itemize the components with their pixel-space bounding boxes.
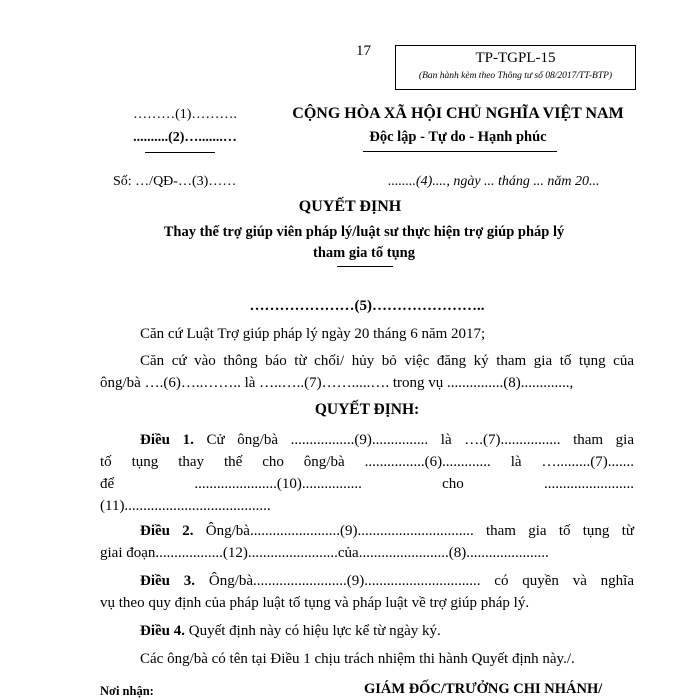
document-subtitle-line1: Thay thế trợ giúp viên pháp lý/luật sư thực hiện trợ giúp pháp lý (163, 224, 565, 240)
motto-underline (363, 151, 557, 152)
article-1 (100, 429, 634, 517)
form-code: TP-TGPL-15 (475, 50, 556, 66)
form-code-box (395, 45, 636, 90)
agency-name-line1: ………(1)………. (133, 107, 237, 122)
article-1-text: Cử ông/bà .................(9)............... là ….(7)................ tham gia (193, 432, 635, 448)
legal-basis-1-text: Căn cứ Luật Trợ giúp pháp lý ngày 20 tháng 6 năm 2017; (140, 326, 486, 342)
article-2 (100, 520, 634, 564)
article-1-line2: tố tụng thay thế cho ông/bà ................(6)............. là ….........(7)....... (100, 454, 634, 470)
legal-basis-2 (100, 350, 634, 394)
closing-statement (100, 648, 634, 670)
article-1-line3: để ......................(10)................ cho ........................ (100, 476, 634, 492)
article-3-text: Ông/bà.........................(9)............................... có quyền và nghĩa (195, 573, 635, 589)
decision-heading: QUYẾT ĐỊNH: (314, 401, 420, 418)
place-and-date: ........(4)...., ngày ... tháng ... năm 20... (388, 174, 600, 189)
signer-title: GIÁM ĐỐC/TRƯỞNG CHI NHÁNH/ (364, 681, 603, 697)
article-4-label: Điều 4. (140, 623, 185, 639)
issuing-authority: …………………(5)………………….. (249, 298, 485, 314)
article-1-label: Điều 1. (140, 432, 194, 448)
article-3 (100, 570, 634, 614)
agency-underline (145, 152, 215, 153)
article-2-label: Điều 2. (140, 523, 194, 539)
legal-basis-2-line1: Căn cứ vào thông báo từ chối/ hủy bỏ việc đăng ký tham gia tố tụng của (140, 353, 634, 369)
article-2-text: Ông/bà........................(9)............................... tham gia tố tụng từ (193, 523, 634, 539)
article-3-line1 (100, 570, 634, 592)
article-4-text: Quyết định này có hiệu lực kể từ ngày ký. (185, 623, 441, 639)
closing-text: Các ông/bà có tên tại Điều 1 chịu trách nhiệm thi hành Quyết định này./. (140, 651, 575, 667)
document-subtitle-line2: tham gia tố tụng (313, 245, 415, 261)
agency-name-line2: ..........(2)….......… (133, 130, 237, 145)
article-3-label: Điều 3. (140, 573, 196, 589)
article-4 (100, 620, 634, 642)
national-title: CỘNG HÒA XÃ HỘI CHỦ NGHĨA VIỆT NAM (292, 105, 624, 122)
national-motto: Độc lập - Tự do - Hạnh phúc (369, 129, 547, 145)
page-number: 17 (356, 43, 371, 59)
form-issuance-note: (Ban hành kèm theo Thông tư số 08/2017/TT-BTP) (418, 71, 613, 81)
article-3-line2: vụ theo quy định của pháp luật tố tụng và pháp luật về trợ giúp pháp lý. (100, 595, 530, 611)
legal-basis-1 (100, 323, 634, 345)
article-2-line1 (100, 520, 634, 542)
article-1-line1 (100, 429, 634, 451)
legal-basis-2-line2: ông/bà ….(6)…..…….. là …..…..(7)…….....…. trong vụ ...............(8)............., (100, 375, 574, 391)
document-title: QUYẾT ĐỊNH (298, 198, 402, 215)
document-number: Số: …/QĐ-…(3)…… (113, 174, 237, 189)
article-1-line4: (11)....................................... (100, 498, 271, 514)
recipients-label: Nơi nhận: (100, 684, 154, 698)
article-2-line2: giai đoạn..................(12)........................của........................(8)...................... (100, 545, 549, 561)
subtitle-underline (337, 266, 393, 267)
